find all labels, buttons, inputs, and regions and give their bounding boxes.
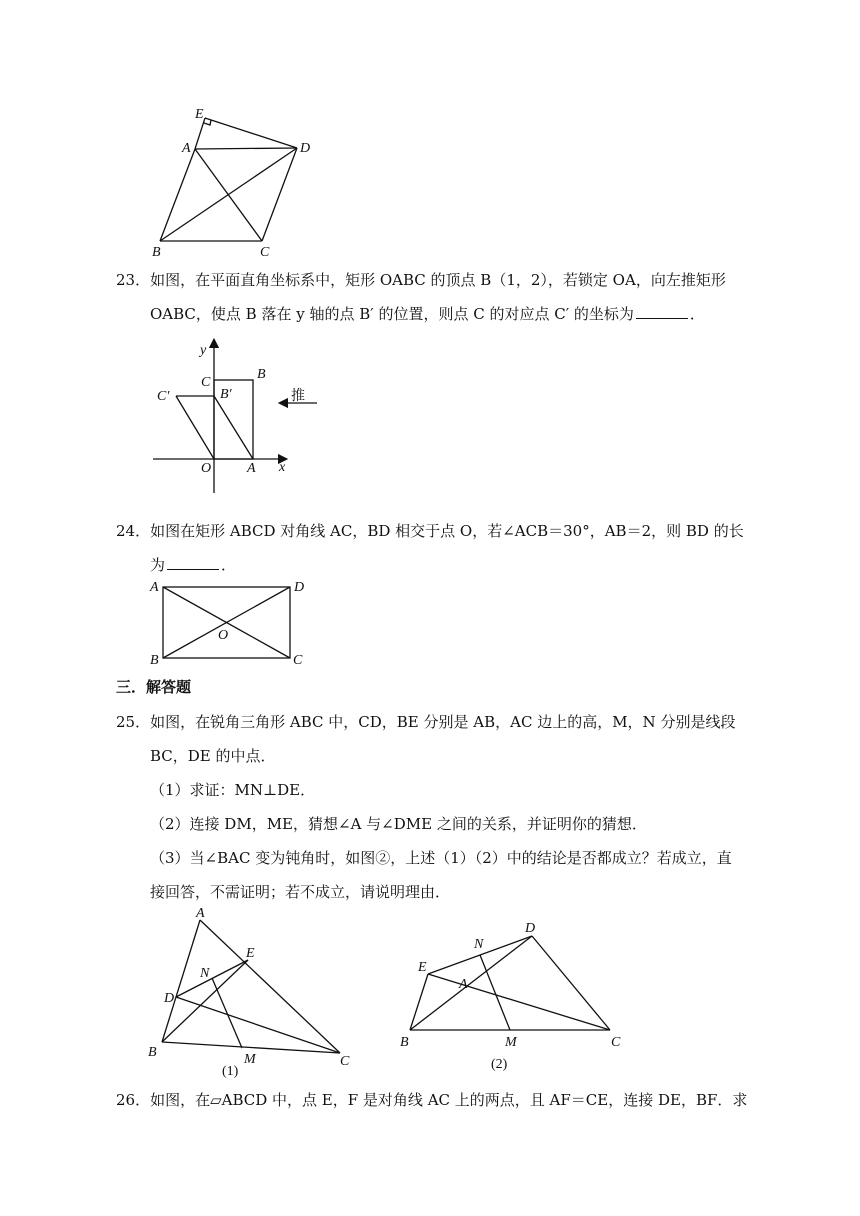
label-N: N [200,966,210,981]
label-B: B [152,245,161,260]
caption-1: (1) [222,1064,239,1079]
q24-period: ． [221,556,237,574]
segment-BD [160,148,297,241]
answer-blank-q24[interactable] [167,555,219,570]
segment-MN [480,955,510,1030]
label-C: C [260,245,270,260]
label-D: D [294,580,305,595]
label-B-prime: B′ [220,387,232,402]
q25-line2: BC，DE 的中点． [150,747,276,765]
caption-2: (2) [491,1057,508,1072]
label-A: A [196,906,205,921]
label-C: C [340,1054,350,1069]
label-D: D [300,141,311,156]
q23-text-line1: 如图，在平面直角坐标系中，矩形 OABC 的顶点 B（1，2），若锁定 OA，向左推矩形 [150,271,726,289]
label-D: D [525,921,536,936]
q25-part3-line2: 接回答，不需证明；若不成立，请说明理由． [150,883,451,901]
figure-q25-1 [140,905,365,1080]
label-B: B [400,1035,409,1050]
q26-text-line1: 如图，在▱ABCD 中，点 E，F 是对角线 AC 上的两点，且 AF＝CE，连接 DE，BF．求 [150,1091,748,1109]
label-N: N [474,937,484,952]
label-y: y [200,343,207,358]
q25-part3-line1: （3）当∠BAC 变为钝角时，如图②，上述（1）（2）中的结论是否都成立？若成立，直 [150,849,732,867]
label-O: O [201,461,212,476]
section-title: 三．解答题 [116,678,192,696]
segment-BD [410,936,532,1030]
label-A: A [182,141,191,156]
label-M: M [505,1035,517,1050]
q24-text-line2: 为 [150,556,166,574]
label-B: B [150,653,159,668]
label-C-prime: C′ [157,389,170,404]
figure-q24 [145,578,315,670]
q24-number: 24． [116,522,151,540]
segment-AD [195,148,297,149]
label-A: A [150,580,159,595]
label-push: 推 [291,389,305,404]
answer-blank-q23[interactable] [636,304,688,319]
label-M: M [244,1052,256,1067]
q24-text-line1: 如图在矩形 ABCD 对角线 AC，BD 相交于点 O，若∠ACB＝30°，AB＝2，则 BD 的长 [150,522,744,540]
q24-line2 [150,555,770,575]
q24-line1 [116,521,744,541]
q25-line1 [116,712,736,732]
q25-part1: （1）求证：MN⊥DE． [150,781,316,799]
label-D: D [164,991,175,1006]
figure-q23 [145,338,345,498]
q25-text-line1: 如图，在锐角三角形 ABC 中，CD，BE 分别是 AB，AC 边上的高，M，N 分别是线段 [150,713,736,731]
label-C: C [293,653,303,668]
q23-text-line2: OABC，使点 B 落在 y 轴的点 B′ 的位置，则点 C 的对应点 C′ 的坐标为 [150,305,634,323]
label-B: B [257,367,266,382]
segment-OC-prime [176,396,214,459]
q26-number: 26． [116,1091,151,1109]
label-B: B [148,1045,157,1060]
segment-B-prime-A [214,396,253,459]
figure-q22 [140,100,340,265]
label-A: A [247,461,256,476]
q25-part2: （2）连接 DM，ME，猜想∠A 与∠DME 之间的关系，并证明你的猜想． [150,815,647,833]
segment-DC [532,936,610,1030]
segment-AB [160,149,195,241]
label-O: O [218,628,229,643]
segment-EA [195,118,205,149]
segment-ED [205,118,297,148]
label-C: C [201,375,211,390]
q23-line2 [150,304,770,324]
q25-number: 25． [116,713,151,731]
q23-number: 23． [116,271,151,289]
label-x: x [279,460,286,475]
label-C: C [611,1035,621,1050]
label-E: E [418,960,427,975]
segment-EC [428,974,610,1030]
q23-period: ． [689,305,705,323]
label-A: A [459,977,468,992]
segment-EB [410,974,428,1030]
segment-MN [212,978,242,1048]
q23-line1 [116,270,736,290]
figure-q25-2 [395,912,635,1072]
right-angle-mark [204,120,211,125]
q26-line1 [116,1090,748,1110]
label-E: E [246,946,255,961]
label-E: E [195,107,204,122]
segment-CD [262,148,297,241]
